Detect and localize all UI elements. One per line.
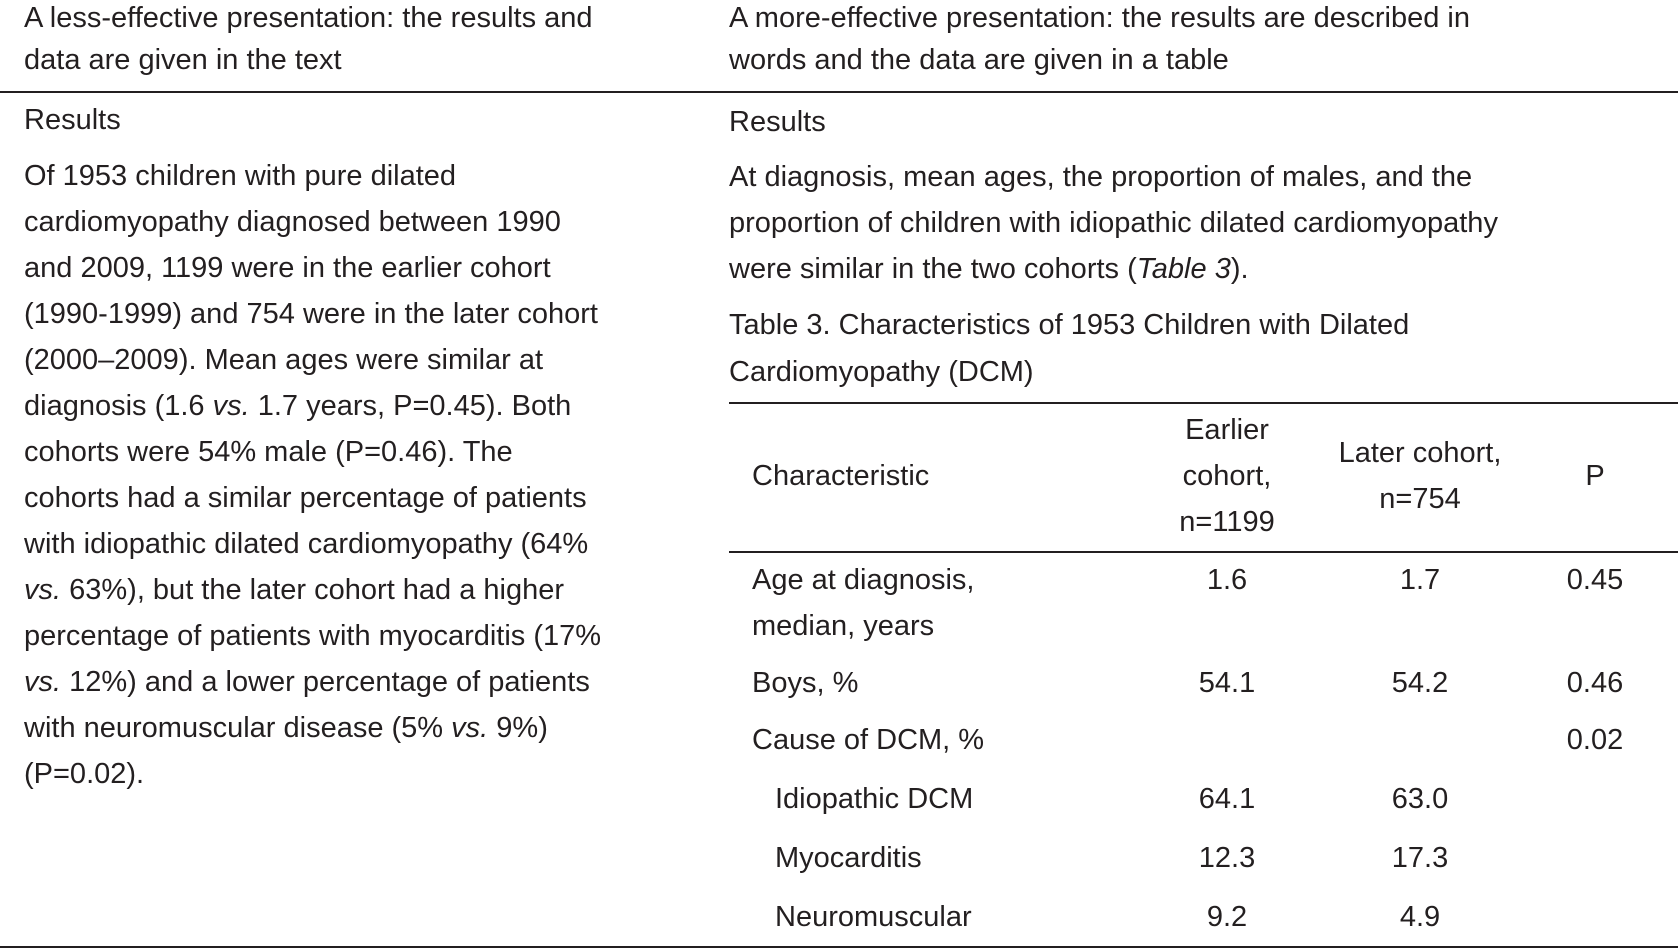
table-cell-earlier: 64.1: [1198, 783, 1256, 815]
table-cell-later: 4.9: [1399, 901, 1441, 933]
table-cell-later: 54.2: [1391, 667, 1449, 699]
table-header-characteristic: Characteristic: [752, 460, 930, 492]
table-header-earlier-line3: n=1199: [1179, 506, 1275, 538]
table-cell-earlier: 9.2: [1206, 901, 1248, 933]
left-paragraph-line: vs. 63%), but the later cohort had a higher: [24, 574, 565, 606]
table-caption-line2: Cardiomyopathy (DCM): [729, 356, 1034, 388]
left-header-line1: A less-effective presentation: the results and: [24, 2, 593, 34]
right-header-line2: words and the data are given in a table: [729, 44, 1229, 76]
table-cell-later: 63.0: [1391, 783, 1449, 815]
table-row-label: Age at diagnosis,: [752, 564, 975, 596]
table-cell-p: 0.02: [1566, 724, 1624, 756]
table-cell-earlier: 54.1: [1198, 667, 1256, 699]
table-row-label: median, years: [752, 610, 935, 642]
right-header-line1: A more-effective presentation: the results are described in: [729, 2, 1470, 34]
table-header-rule: [729, 551, 1678, 553]
right-paragraph-line: proportion of children with idiopathic dilated cardiomyopathy: [729, 207, 1498, 239]
left-paragraph-line: (1990-1999) and 754 were in the later cohort: [24, 298, 598, 330]
right-section-title: Results: [729, 106, 826, 138]
table-cell-later: 17.3: [1391, 842, 1449, 874]
left-paragraph-line: percentage of patients with myocarditis (17%: [24, 620, 602, 652]
table-header-later-line1: Later cohort,: [1338, 437, 1502, 469]
left-paragraph-line: with neuromuscular disease (5% vs. 9%): [24, 712, 548, 744]
table-header-p: P: [1585, 460, 1605, 492]
left-section-title: Results: [24, 104, 121, 136]
left-results-paragraph: [24, 153, 601, 797]
left-paragraph-line: (2000–2009). Mean ages were similar at: [24, 344, 544, 376]
table-cell-earlier: 1.6: [1206, 564, 1248, 596]
left-paragraph-line: and 2009, 1199 were in the earlier cohort: [24, 252, 551, 284]
left-paragraph-line: (P=0.02).: [24, 758, 145, 790]
table-cell-earlier: 12.3: [1198, 842, 1256, 874]
table-header-earlier-line2: cohort,: [1182, 460, 1272, 492]
table-caption-line1: Table 3. Characteristics of 1953 Children with Dilated: [729, 309, 1410, 341]
table-cell-p: 0.46: [1566, 667, 1624, 699]
left-header-line2: data are given in the text: [24, 44, 342, 76]
right-results-paragraph: [729, 154, 1498, 292]
table-row-label: Neuromuscular: [775, 901, 972, 933]
left-paragraph-line: with idiopathic dilated cardiomyopathy (64%: [24, 528, 589, 560]
table-row-label: Boys, %: [752, 667, 859, 699]
left-paragraph-line: cohorts had a similar percentage of patients: [24, 482, 587, 514]
table-header-later-line2: n=754: [1379, 483, 1461, 515]
table-top-rule: [729, 402, 1678, 404]
table-row-label: Idiopathic DCM: [775, 783, 974, 815]
left-paragraph-line: diagnosis (1.6 vs. 1.7 years, P=0.45). Both: [24, 390, 572, 422]
left-paragraph-line: Of 1953 children with pure dilated: [24, 160, 457, 192]
header-divider: [0, 91, 1678, 93]
right-paragraph-line: were similar in the two cohorts (Table 3).: [729, 253, 1249, 285]
table-header-earlier-line1: Earlier: [1185, 414, 1269, 446]
table-cell-p: 0.45: [1566, 564, 1624, 596]
left-paragraph-line: cardiomyopathy diagnosed between 1990: [24, 206, 561, 238]
right-paragraph-line: At diagnosis, mean ages, the proportion of males, and the: [729, 161, 1473, 193]
table-cell-later: 1.7: [1399, 564, 1441, 596]
left-paragraph-line: cohorts were 54% male (P=0.46). The: [24, 436, 513, 468]
bottom-rule: [0, 946, 1678, 948]
table-row-label: Myocarditis: [775, 842, 922, 874]
left-paragraph-line: vs. 12%) and a lower percentage of patients: [24, 666, 590, 698]
table-row-label: Cause of DCM, %: [752, 724, 985, 756]
